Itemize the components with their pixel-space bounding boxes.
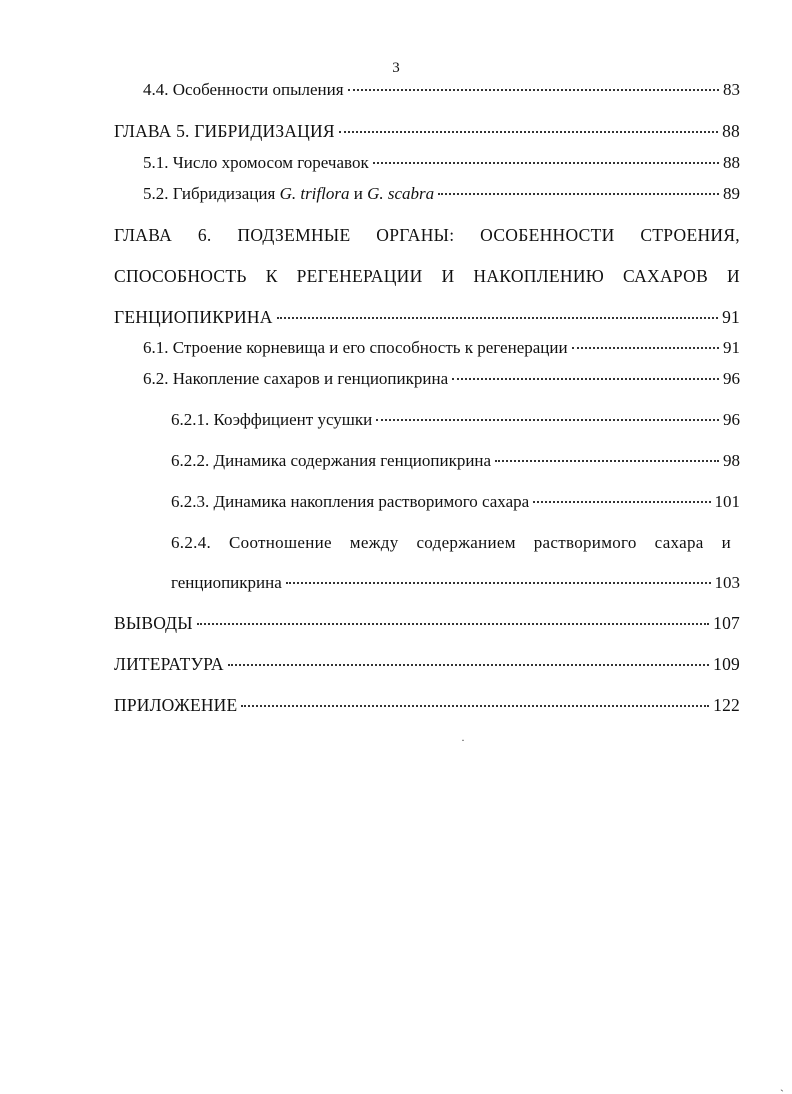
toc-entry-5-1[interactable] xyxy=(143,153,740,173)
toc-entry-6-1[interactable] xyxy=(143,338,740,358)
scan-speck: · xyxy=(461,733,465,747)
toc-entry-title: ГЕНЦИОПИКРИНА xyxy=(114,307,273,327)
dot-leader xyxy=(228,664,709,666)
toc-entry-page: 98 xyxy=(723,451,740,470)
toc-entry-page: 107 xyxy=(713,613,740,633)
dot-leader xyxy=(339,131,718,133)
toc-entry-title: 6.2.1. Коэффициент усушки xyxy=(171,410,373,429)
toc-entry-title: 6.2.2. Динамика содержания генциопикрина xyxy=(171,451,492,470)
dot-leader xyxy=(572,347,719,349)
toc-entry-title: ЛИТЕРАТУРА xyxy=(114,654,224,674)
toc-entry-6-2[interactable] xyxy=(143,369,740,389)
toc-entry-6-2-2[interactable] xyxy=(171,451,740,471)
dot-leader xyxy=(533,501,710,503)
toc-entry-6-2-3[interactable] xyxy=(171,492,740,512)
dot-leader xyxy=(376,419,719,421)
toc-chapter-6-line-1[interactable]: ГЛАВА 6. ПОДЗЕМНЫЕ ОРГАНЫ: ОСОБЕННОСТИ СТРОЕНИЯ, xyxy=(114,225,740,245)
dot-leader xyxy=(452,378,719,380)
toc-entry-title: ВЫВОДЫ xyxy=(114,613,193,633)
toc-entry-title: 4.4. Особенности опыления xyxy=(143,80,344,99)
dot-leader xyxy=(197,623,709,625)
toc-entry-page: 91 xyxy=(722,307,740,327)
dot-leader xyxy=(495,460,719,462)
toc-entry-page: 96 xyxy=(723,410,740,429)
dot-leader xyxy=(241,705,709,707)
toc-entry-title: 6.1. Строение корневища и его способность к регенерации xyxy=(143,338,568,357)
toc-entry-page: 83 xyxy=(723,80,740,99)
dot-leader xyxy=(277,317,719,319)
scan-mark: ˏ xyxy=(780,1078,784,1092)
toc-entry-page: 88 xyxy=(723,153,740,172)
toc-entry-title xyxy=(143,184,434,204)
toc-entry-page: 88 xyxy=(722,121,740,141)
toc-entry-page: 103 xyxy=(714,573,740,592)
toc-entry-title: генциопикрина xyxy=(171,573,282,592)
toc-entry-title: ГЛАВА 5. ГИБРИДИЗАЦИЯ xyxy=(114,121,335,141)
toc-entry-title: 5.1. Число хромосом горечавок xyxy=(143,153,369,172)
toc-entry-page: 101 xyxy=(714,492,740,511)
toc-appendix[interactable] xyxy=(114,695,740,716)
toc-chapter-5[interactable] xyxy=(114,121,740,142)
toc-entry-6-2-4-line-1[interactable]: 6.2.4. Соотношение между содержанием растворимого сахара и xyxy=(171,533,731,552)
toc-entry-title: 6.2. Накопление сахаров и генциопикрина xyxy=(143,369,449,388)
toc-entry-6-2-4[interactable] xyxy=(171,573,740,593)
toc-chapter-6[interactable] xyxy=(114,307,740,328)
toc-entry-title: 6.2.3. Динамика накопления растворимого сахара xyxy=(171,492,530,511)
toc-entry-5-2[interactable] xyxy=(143,184,740,204)
species-name: G. scabra xyxy=(367,184,435,203)
toc-entry-4-4[interactable] xyxy=(143,80,740,100)
toc-entry-prefix: 5.2. Гибридизация xyxy=(143,184,276,203)
page-number: 3 xyxy=(392,60,400,76)
toc-entry-title: ПРИЛОЖЕНИЕ xyxy=(114,695,238,715)
dot-leader xyxy=(438,193,719,195)
toc-chapter-6-line-2[interactable]: СПОСОБНОСТЬ К РЕГЕНЕРАЦИИ И НАКОПЛЕНИЮ САХАРОВ И xyxy=(114,266,740,286)
dot-leader xyxy=(373,162,719,164)
toc-entry-page: 91 xyxy=(723,338,740,357)
toc-entry-page: 96 xyxy=(723,369,740,388)
toc-conclusions[interactable] xyxy=(114,613,740,634)
toc-literature[interactable] xyxy=(114,654,740,675)
dot-leader xyxy=(348,89,719,91)
species-name: G. triflora xyxy=(279,184,350,203)
toc-entry-6-2-1[interactable] xyxy=(171,410,740,430)
dot-leader xyxy=(286,582,711,584)
toc-entry-page: 89 xyxy=(723,184,740,203)
toc-entry-page: 122 xyxy=(713,695,740,715)
conjunction: и xyxy=(353,184,363,203)
toc-entry-page: 109 xyxy=(713,654,740,674)
